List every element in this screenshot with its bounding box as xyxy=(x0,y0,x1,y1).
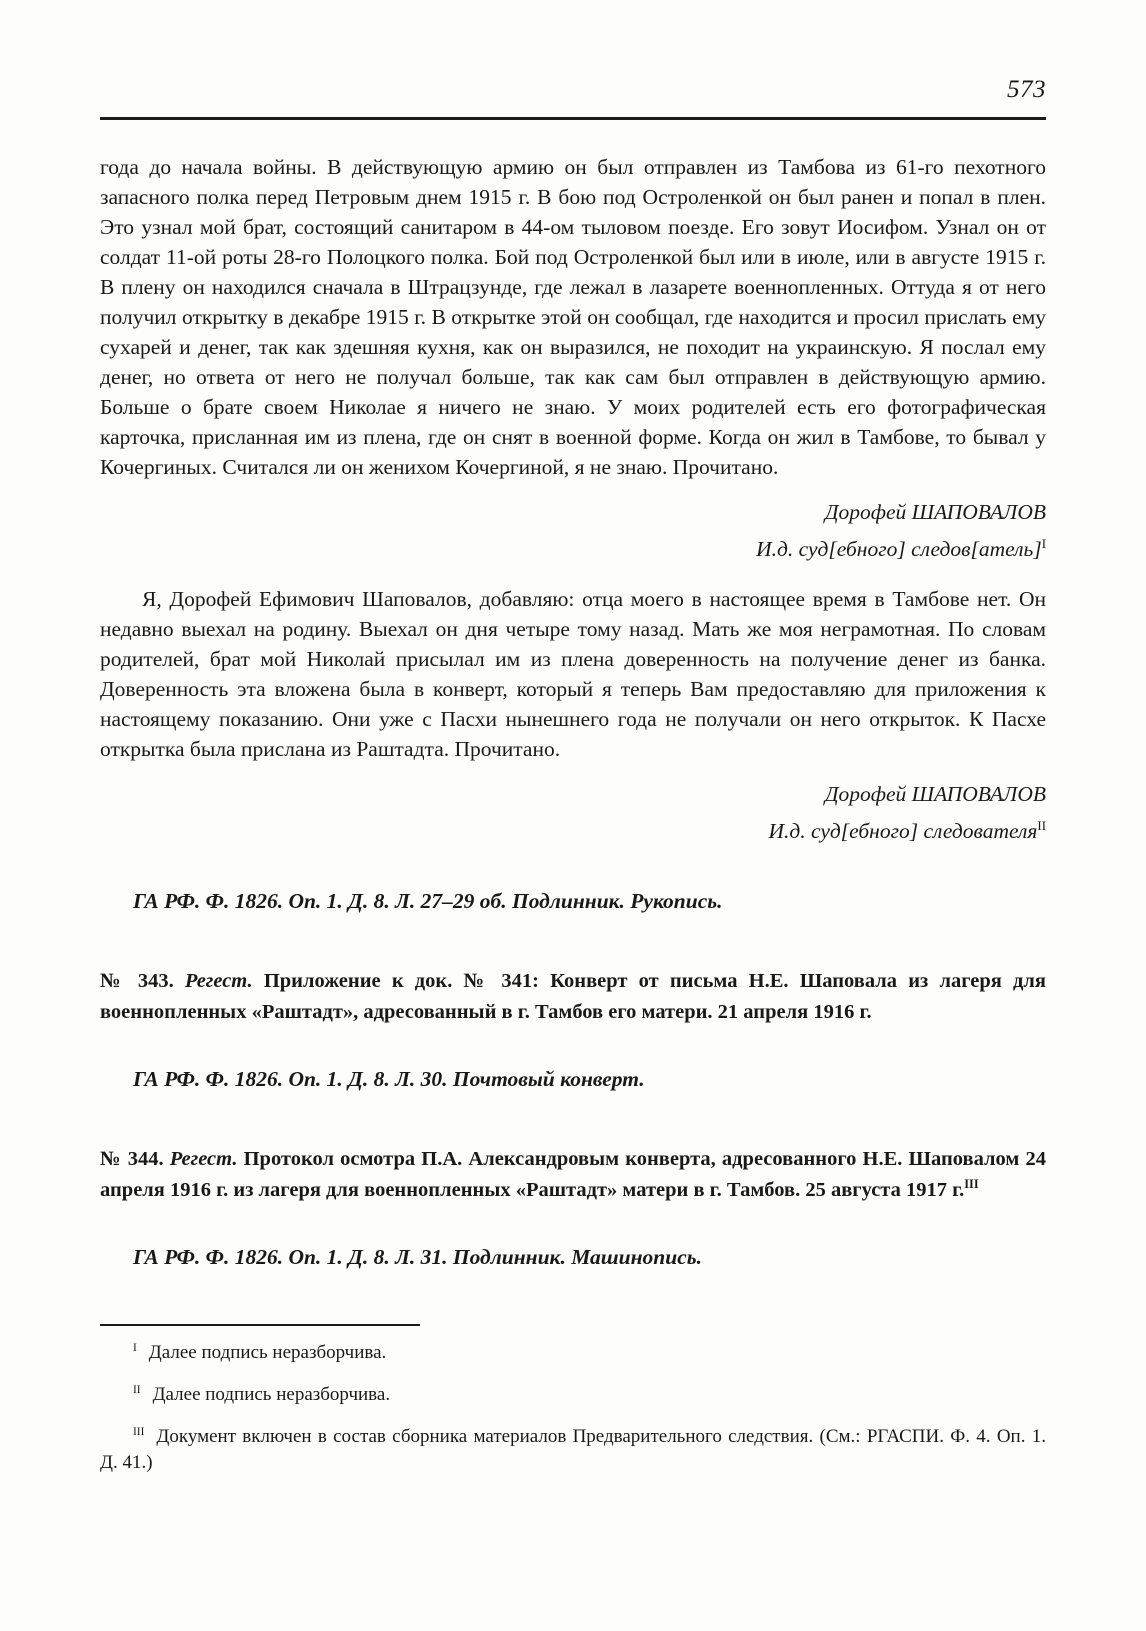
page-number: 573 xyxy=(1007,76,1046,103)
footnote-reference: III xyxy=(964,1177,979,1192)
regest-number: № 343. xyxy=(100,970,174,992)
footnote-2 xyxy=(100,1382,1046,1408)
regest-number: № 344. xyxy=(100,1148,164,1170)
regest-entry-344 xyxy=(100,1144,1046,1206)
regest-text: Приложение к док. № 341: Конверт от письма Н.Е. Шаповала из лагеря для военнопленных «Раштадт», адресованный в г. Тамбов его матери. 21 апреля 1916 г. xyxy=(100,970,1046,1023)
signature-title-text: И.д. суд[ебного] следов[атель] xyxy=(756,537,1042,561)
footnote-text: Далее подпись неразборчива. xyxy=(148,1342,387,1363)
archive-reference-1: ГА РФ. Ф. 1826. Оп. 1. Д. 8. Л. 27–29 об. Подлинник. Рукопись. xyxy=(133,889,723,913)
signature-title xyxy=(100,812,1046,850)
addendum-paragraph: Я, Дорофей Ефимович Шаповалов, добавляю: отца моего в настоящее время в Тамбове нет. Он недавно выехал на родину. Выехал он дня четыре тому назад. Мать же моя неграмотная. По словам родителей, брат мой Николай присылал им из плена доверенность на получение денег из банка. Доверенность эта вложена была в конверт, который я теперь Вам предоставляю для приложения к настоящему показанию. Они уже с Пасхи нынешнего года не получали он него открыток. К Пасхе открытка была прислана из Раштадта. Прочитано. xyxy=(100,587,1046,761)
signature-title-text: И.д. суд[ебного] следователя xyxy=(768,819,1038,843)
footnote-reference: I xyxy=(1041,536,1046,551)
regest-type-label: Регест. xyxy=(169,1148,238,1170)
archive-reference-3: ГА РФ. Ф. 1826. Оп. 1. Д. 8. Л. 31. Подлинник. Машинопись. xyxy=(133,1245,702,1269)
regest-entry-343 xyxy=(100,966,1046,1028)
signature-block-1 xyxy=(100,494,1046,568)
footnote-marker: I xyxy=(133,1341,137,1354)
footnote-separator-rule xyxy=(100,1324,420,1326)
signature-name: Дорофей ШАПОВАЛОВ xyxy=(824,782,1046,806)
footnote-reference: II xyxy=(1037,818,1046,833)
regest-text: Протокол осмотра П.А. Александровым конверта, адресованного Н.Е. Шаповалом 24 апреля 1916 г. из лагеря для военнопленных «Раштадт» матери в г. Тамбов. 25 августа 1917 г. xyxy=(100,1148,1047,1201)
footnote-marker: II xyxy=(133,1383,141,1396)
footnote-text: Документ включен в состав сборника материалов Предварительного следствия. (См.: РГАСПИ. Ф. 4. Оп. 1. Д. 41.) xyxy=(100,1426,1046,1473)
header-rule xyxy=(100,117,1046,120)
footnotes-section xyxy=(100,1324,1046,1476)
signature-block-2 xyxy=(100,776,1046,850)
page-header xyxy=(100,76,1046,120)
regest-type-label: Регест. xyxy=(184,970,253,992)
footnote-1 xyxy=(100,1340,1046,1366)
signature-name: Дорофей ШАПОВАЛОВ xyxy=(824,500,1046,524)
testimony-paragraph: года до начала войны. В действующую армию он был отправлен из Тамбова из 61-го пехотного запасного полка перед Петровым днем 1915 г. В бою под Остроленкой он был ранен и попал в плен. Это узнал мой брат, состоящий санитаром в 44-ом тыловом поезде. Его зовут Иосифом. Узнал он от солдат 11-ой роты 28-го Полоцкого полка. Бой под Остроленкой был или в июле, или в августе 1915 г. В плену он находился сначала в Штрацзунде, где лежал в лазарете военнопленных. Оттуда я от него получил открытку в декабре 1915 г. В открытке этой он сообщал, где находится и просил прислать ему сухарей и денег, так как здешняя кухня, как он выразился, не походит на украинскую. Я послал ему денег, но ответа от него не получал больше, так как сам был отправлен в действующую армию. Больше о брате своем Николае я ничего не знаю. У моих родителей есть его фотографическая карточка, присланная им из плена, где он снят в военной форме. Когда он жил в Тамбове, то бывал у Кочергиных. Считался ли он женихом Кочергиной, я не знаю. Прочитано. xyxy=(100,155,1046,479)
signature-title xyxy=(100,530,1046,568)
archive-reference-2: ГА РФ. Ф. 1826. Оп. 1. Д. 8. Л. 30. Почтовый конверт. xyxy=(133,1067,645,1091)
footnote-3 xyxy=(100,1424,1046,1476)
document-body xyxy=(100,152,1046,1272)
footnote-text: Далее подпись неразборчива. xyxy=(152,1384,391,1405)
footnote-marker: III xyxy=(133,1425,145,1438)
